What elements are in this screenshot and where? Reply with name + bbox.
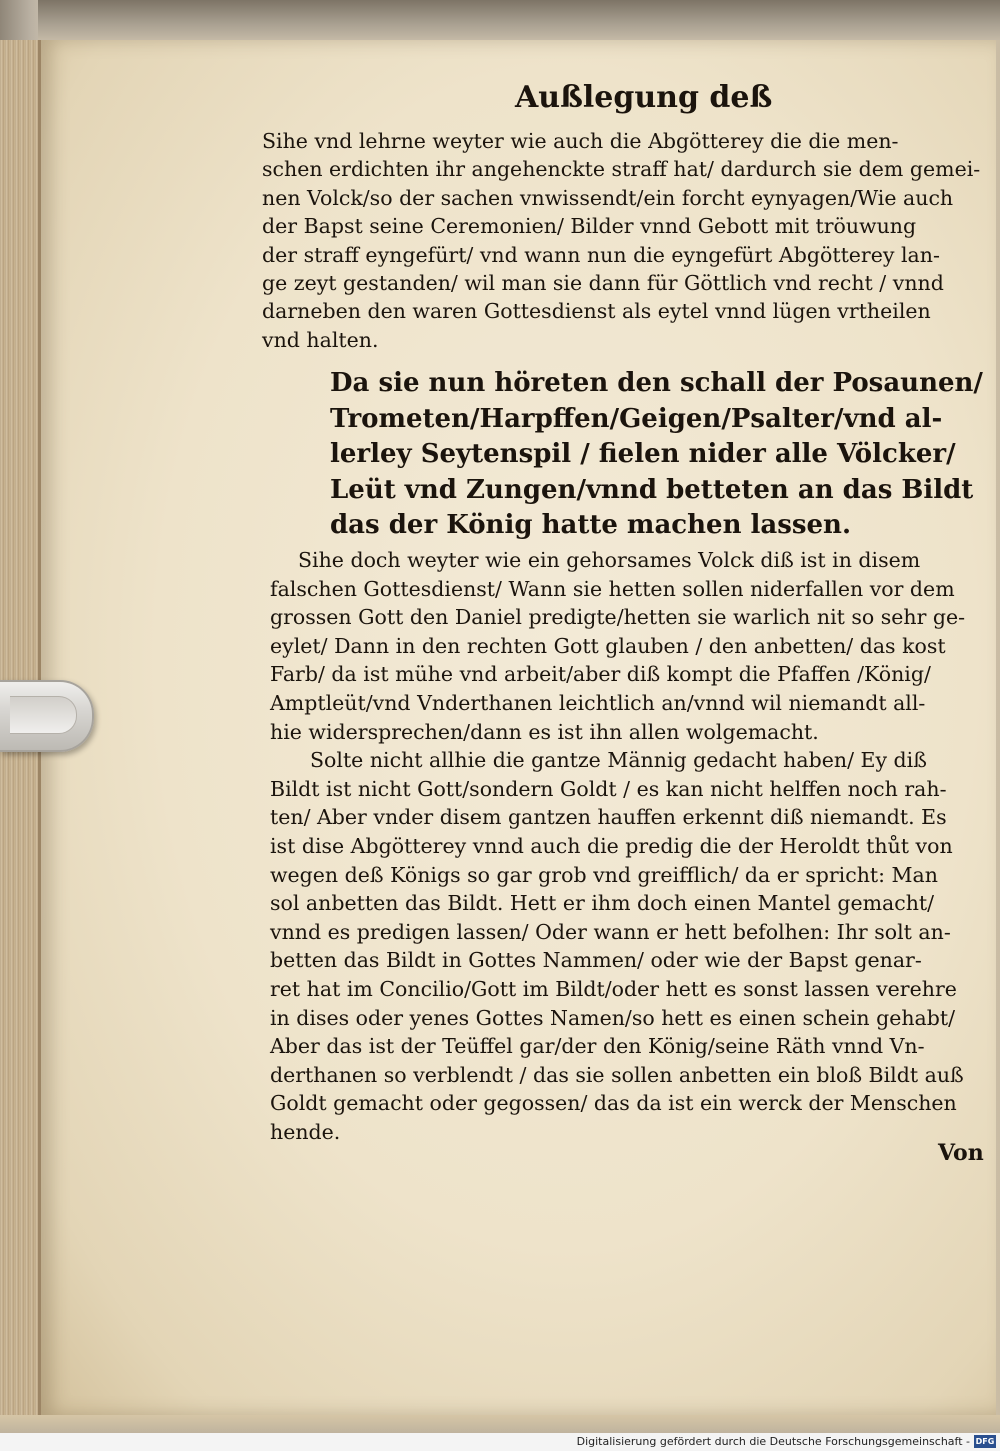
text-line: Aber das ist der Teüffel gar/der den König/seine Räth vnnd Vn- — [270, 1034, 925, 1059]
text-line: darneben den waren Gottesdienst als eytel vnnd lügen vrtheilen — [262, 299, 931, 324]
text-line: Sihe vnd lehrne weyter wie auch die Abgötterey die die men- — [262, 129, 899, 153]
running-head: Außlegung deß — [515, 80, 773, 115]
text-line: sol anbetten das Bildt. Hett er ihm doch einen Mantel gemacht/ — [270, 891, 935, 916]
quote-line: Leüt vnd Zungen/vnnd betteten an das Bildt — [330, 474, 974, 505]
text-line: grossen Gott den Daniel predigte/hetten sie warlich nit so sehr ge- — [270, 605, 966, 630]
text-line: vnd halten. — [262, 327, 379, 352]
text-line: Amptleüt/vnd Vnderthanen leichtlich an/vnnd wil niemandt all- — [270, 690, 926, 715]
quote-line: Da sie nun höreten den schall der Posaunen/ — [330, 368, 983, 398]
text-line: ret hat im Concilio/Gott im Bildt/oder hett es sonst lassen verehre — [270, 976, 957, 1001]
text-line: derthanen so verblendt / das sie sollen anbetten ein bloß Bildt auß — [270, 1062, 964, 1087]
paragraph-2 — [270, 546, 965, 1146]
text-line: Goldt gemacht oder gegossen/ das da ist ein werck der Menschen — [270, 1091, 957, 1116]
text-line: der straff eyngefürt/ vnd wann nun die eyngefürt Abgötterey lan- — [262, 242, 940, 267]
book-top-edge — [38, 0, 1000, 40]
scripture-quote — [330, 366, 983, 544]
paragraph-1 — [262, 127, 980, 354]
text-line: der Bapst seine Ceremonien/ Bilder vnnd Gebott mit tröuwung — [262, 214, 917, 239]
text-line: Farb/ da ist mühe vnd arbeit/aber diß kompt die Pfaffen /König/ — [270, 662, 931, 687]
quote-line: Trometen/Harpffen/Geigen/Psalter/vnd al- — [330, 403, 943, 434]
text-line: hie widersprechen/dann es ist ihn allen wolgemacht. — [270, 719, 819, 744]
dfg-logo-icon[interactable]: DFG — [975, 1437, 995, 1446]
text-line: ten/ Aber vnder disem gantzen hauffen erkennt diß niemandt. Es — [270, 805, 947, 830]
footer-credit: Digitalisierung gefördert durch die Deutsche Forschungsgemeinschaft - — [576, 1435, 970, 1448]
text-line: nen Volck/so der sachen vnwissendt/ein forcht eynyagen/Wie auch — [262, 185, 954, 210]
text-line: Sihe doch weyter wie ein gehorsames Volck diß ist in disem — [298, 548, 921, 572]
catchword: Von — [938, 1140, 984, 1166]
text-line: hende. — [270, 1119, 341, 1144]
text-line: eylet/ Dann in den rechten Gott glauben / den anbetten/ das kost — [270, 633, 946, 658]
quote-line: das der König hatte machen lassen. — [330, 510, 852, 540]
text-line: betten das Bildt in Gottes Nammen/ oder wie der Bapst genar- — [270, 948, 922, 973]
text-line: falschen Gottesdienst/ Wann sie hetten sollen niderfallen vor dem — [270, 576, 955, 601]
text-line: vnnd es predigen lassen/ Oder wann er hett befolhen: Ihr solt an- — [270, 919, 951, 944]
page-clip-icon — [0, 680, 94, 752]
text-line: Solte nicht allhie die gantze Männig gedacht haben/ Ey diß — [310, 748, 927, 773]
book-bottom-edge — [0, 1415, 1000, 1433]
text-line: wegen deß Königs so gar grob vnd greifflich/ da er spricht: Man — [270, 862, 938, 887]
text-line: in dises oder yenes Gottes Namen/so hett es einen schein gehabt/ — [270, 1005, 956, 1030]
text-line: schen erdichten ihr angehenckte straff hat/ dardurch sie dem gemei- — [262, 157, 981, 182]
text-line: ist dise Abgötterey vnnd auch die predig die der Heroldt thůt von — [270, 833, 953, 858]
quote-line: lerley Seytenspil / fielen nider alle Völcker/ — [330, 439, 956, 469]
text-line: Bildt ist nicht Gott/sondern Goldt / es kan nicht helffen noch rah- — [270, 776, 947, 801]
clip-inner — [10, 696, 77, 734]
text-line: ge zeyt gestanden/ wil man sie dann für Göttlich vnd recht / vnnd — [262, 271, 944, 296]
